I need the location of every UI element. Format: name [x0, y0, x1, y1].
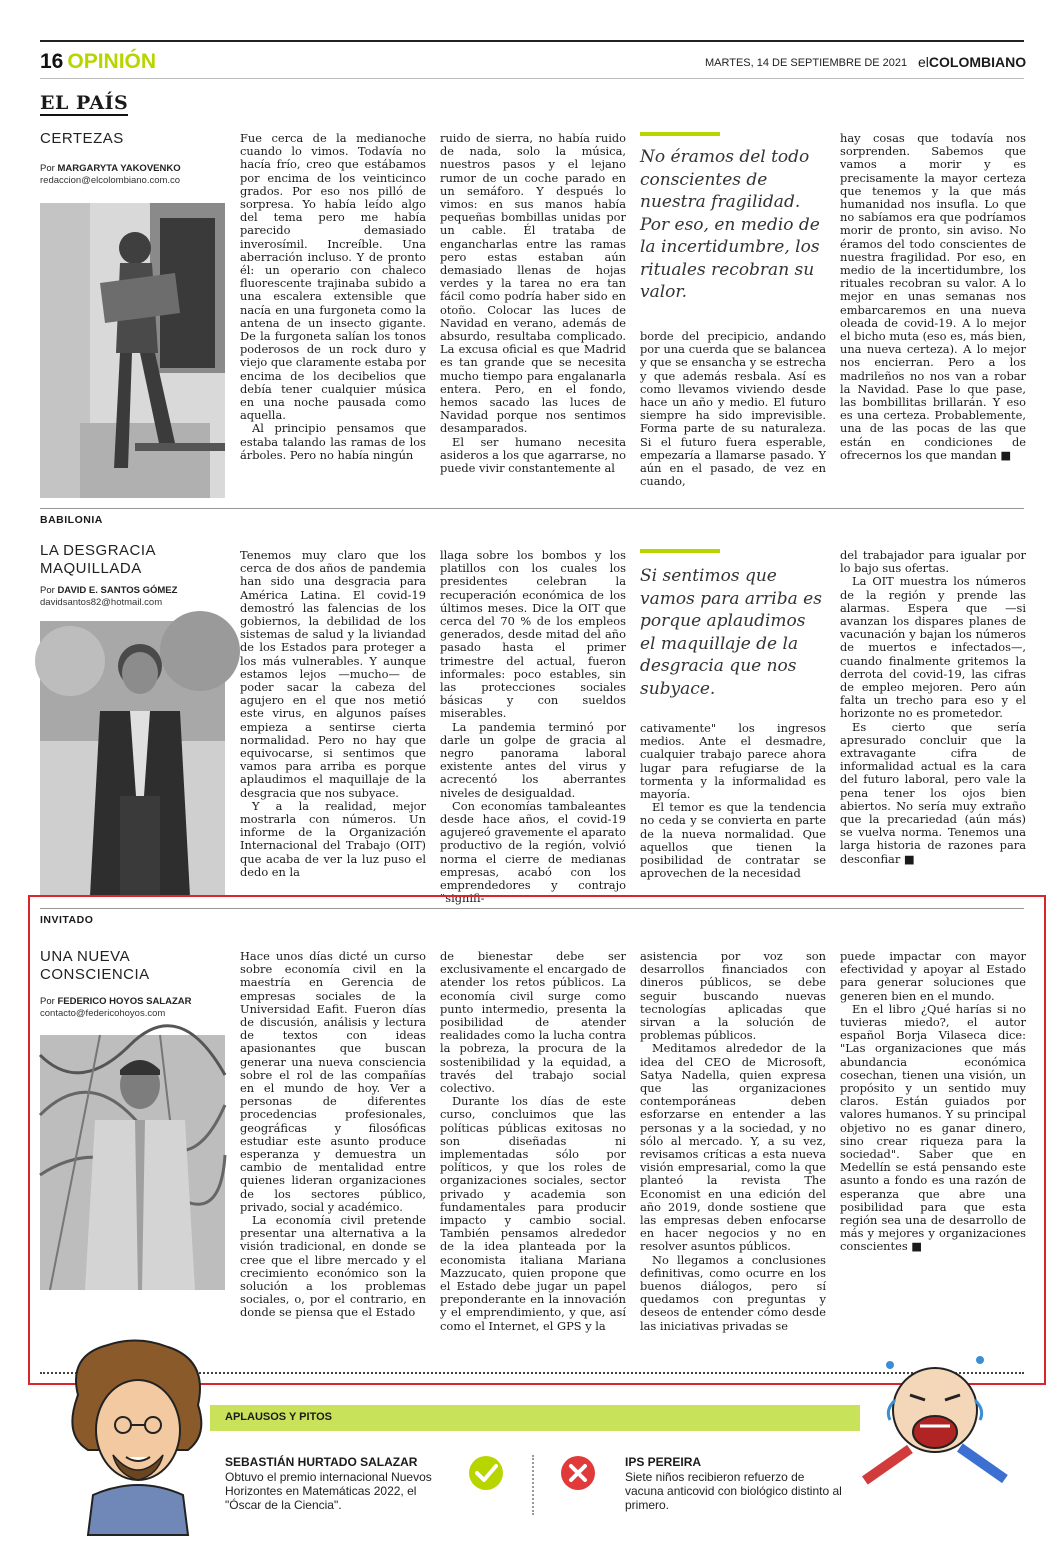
article-column-3: [640, 722, 826, 894]
paragraph: No llegamos a conclusiones definitivas, como ocurre en los buenos diálogos, pero sí quedamos con preguntas y deseos de entender cómo desde las iniciativas privadas se: [640, 1252, 826, 1333]
paragraph: de bienestar debe ser exclusivamente el encargado de atender los retos públicos. La economía civil surge como punto intermedio, presenta la posibilidad de atender realidades como la lucha contra la pobreza, la procura de la sostenibilidad y la equidad, a través del trabajo social colectivo.: [440, 949, 626, 1096]
check-icon: [468, 1455, 504, 1491]
applause-separator: [532, 1455, 534, 1515]
article-byline: Por MARGARYTA YAKOVENKO: [40, 163, 181, 174]
bronze-statue-reading-photo: [40, 203, 225, 498]
paragraph: Meditamos alrededor de la idea del CEO de Microsoft, Satya Nadella, quien expresa que las organizaciones contemporáneas deben esforzarse en entender a las personas y a la sociedad, y no sólo al mercado. Y, a su vez, revisamos críticas a esta nueva visión empresarial, como la que planteó la revista The Economist en una edición del año 2019, donde sostiene que las empresas deben enfocarse en hacer negocios y no en resolver asuntos públicos.: [640, 1041, 826, 1254]
author-portrait-photo: [40, 621, 225, 896]
paragraph: El temor es que la tendencia no ceda y se convierta en parte de la nueva normalidad. Que aquellos que tienen la posibilidad de contratar se aprovechen de la necesidad: [640, 800, 826, 881]
paragraph: El ser humano necesita asideros a los que agarrarse, no puede vivir constantemente al: [440, 434, 626, 476]
article-column-2: [440, 548, 626, 906]
header-divider: [40, 78, 1024, 79]
article-column-2: [440, 132, 626, 492]
section-kicker: BABILONIA: [40, 514, 103, 526]
paragraph: En el libro ¿Qué harías si no tuvieras miedo?, el autor español Borja Vilaseca dice: "Las organizaciones que más abundancia económica cosechan, tienen una visión, un propósito y un sentido muy claros. Están guiados por valores humanos. Y su principal objetivo no es ganar dinero, sino crear riqueza para la sociedad". Saber que en Medellín se está pensando este asunto a fondo es una razón de esperanza que abre una posibilidad para que esta región sea una de desarrollo de más y mejores y organizaciones conscientes ■: [840, 1001, 1026, 1254]
article-column-4: [840, 549, 1026, 894]
applause-name: SEBASTIÁN HURTADO SALAZAR: [225, 1455, 418, 1469]
section-divider: [40, 508, 1024, 509]
page-number: 16: [40, 50, 64, 73]
paragraph: La economía civil pretende presentar una alternativa a la visión tradicional, en donde se cree que el libre mercado y el crecimiento económico son la solución a los problemas sociales, o, por el contrario, en donde se piensa que el Estado: [240, 1213, 426, 1320]
paragraph: del trabajador para igualar por lo bajo sus ofertas.: [840, 548, 1026, 576]
paragraph: Hace unos días dicté un curso sobre economía civil en la maestría en Gerencia de empresas sociales de la Universidad Eafit. Fueron días de discusión, análisis y lectura de textos con ideas apasionantes que buscan generar una nueva consciencia sobre el rol de las compañías en el mundo de hoy. Ver a personas de diferentes procedencias profesionales, geográficas y filosóficas estudiar este asunto produce esperanza y demuestra un cambio de mentalidad entre quienes lideran organizaciones de los sectores público, privado, social y académico.: [240, 949, 426, 1214]
paragraph: Tenemos muy claro que los cerca de dos años de pandemia han sido una desgracia para América Latina. El covid-19 demostró las falencias de los gobiernos, la debilidad de los sistemas de salud y la liviandad de los Estados para proteger a los más vulnerables. Y aunque estamos lejos —mucho— de poder sacar la cabeza del agujero en el que nos metió este virus, en algunos países empieza a sentirse cierta normalidad. Pero no hay que equivocarse, si sentimos que vamos para arriba es porque aplaudimos el maquillaje de la desgracia que nos subyace.: [240, 548, 426, 800]
section-kicker: INVITADO: [40, 914, 94, 926]
applause-label: APLAUSOS Y PITOS: [225, 1411, 332, 1423]
masthead-name: COLOMBIANO: [928, 54, 1027, 70]
author-email: davidsantos82@hotmail.com: [40, 597, 163, 608]
quote-accent: [640, 132, 720, 136]
masthead-el: el: [918, 54, 929, 70]
paragraph: Fue cerca de la medianoche cuando lo vimos. Todavía no hacía frío, creo que estábamos por encima de los veinticinco grados. Por eso nos pilló de sorpresa. Yo había leído algo del tema pero me había parecido demasiado inverosímil. Increíble. Una aberración incluso. Y de pronto él: un operario con chaleco fluorescente trajinaba subido a una escalera extensible que nacía en una furgoneta como la antena de un insecto gigante. De la furgoneta salían los tonos poderosos de un rock duro y viejo que claramente estaba por encima de los decibelios que debía tener cualquier música en una noche pausada como aquella.: [240, 131, 426, 423]
pull-quote: No éramos del todo conscientes de nuestra fragilidad. Por eso, en medio de la incertidumbre, los rituales recobran su valor.: [640, 147, 820, 302]
cross-icon: [560, 1455, 596, 1491]
article-title: UNA NUEVA CONSCIENCIA: [40, 948, 150, 983]
crying-cartoon-icon: [860, 1340, 1010, 1500]
article-column-1: [240, 549, 426, 894]
paragraph: ruido de sierra, no había ruido de nada, solo la música, nuestros pasos y el lejano rumor de un coche parado en un semáforo. Y después lo vimos: en sus manos había pequeñas bombillas unidas por un cable. Él trataba de engancharlas entre las ramas pero estas estaban aún demasiado llenas de hojas verdes y la tarea no era tan fácil como podría haber sido en otoño. Colocar las luces de Navidad en verano, además de absurdo, resultaba complicado. La excusa oficial es que Madrid es tan grande que se necesita mucho tiempo para engalanarla entera. Pero, en el fondo, hemos sacado las luces de Navidad porque nos sentimos desamparados.: [440, 131, 626, 436]
author-name: FEDERICO HOYOS SALAZAR: [57, 996, 192, 1007]
paragraph: Al principio pensamos que estaba talando las ramas de los árboles. Pero no había ningún: [240, 421, 426, 462]
applause-description: Obtuvo el premio internacional Nuevos Horizontes en Matemáticas 2022, el "Óscar de la Ciencia".: [225, 1470, 432, 1512]
paragraph: puede impactar con mayor efectividad y apoyar al Estado para generar soluciones que generen bien en el mundo.: [840, 949, 1026, 1003]
paragraph: asistencia por voz son desarrollos financiados con dineros públicos, se debe seguir buscando nuevas tecnologías aplicadas que sirvan a la solución de problemas públicos.: [640, 949, 826, 1043]
pull-quote: Si sentimos que vamos para arriba es porque aplaudimos el maquillaje de la desgracia que nos subyace.: [640, 566, 822, 699]
paragraph: llaga sobre los bombos y los platillos con los cuales los presidentes celebran la recuperación económica de los últimos meses. Dice la OIT que cerca del 70 % de los empleos generados, desde mitad del año pasado hasta el primer trimestre del actual, fueron informales: poco estables, sin las protecciones sociales básicas y con sueldos miserables.: [440, 548, 626, 721]
article-column-1: [240, 950, 426, 1362]
article-column-1: [240, 132, 426, 492]
author-name: MARGARYTA YAKOVENKO: [57, 163, 181, 174]
article-title: CERTEZAS: [40, 130, 124, 147]
author-name: DAVID E. SANTOS GÓMEZ: [57, 585, 178, 596]
paragraph: La OIT muestra los números de la región y prende las alarmas. Espera que —si avanzan los dispares planes de vacunación y bajan los números de muertos e infectados—, cuando finalmente gritemos la derrota del covid-19, las cifras de empleo mejoren. Pero aún falta un trecho para eso y el horizonte no es prometedor.: [840, 574, 1026, 721]
section-name: OPINIÓN: [67, 50, 157, 73]
whistle-description: Siete niños recibieron refuerzo de vacuna anticovid con biológico distinto al primero.: [625, 1470, 842, 1512]
article-column-4: [840, 132, 1026, 492]
paragraph: hay cosas que todavía nos sorprenden. Sabemos que vamos a morir y es precisamente la mayor certeza que tenemos y la que más humanidad nos insufla. Lo que no sabíamos era que podríamos morir de pronto, sin aviso. No éramos del todo conscientes de nuestra fragilidad. Por eso, en medio de la incertidumbre, los rituales recobran su valor. A lo mejor en unas semanas nos embarcaremos en una nueva oleada de covid-19. A lo mejor el bicho muta (eso es, más bien, una nueva certeza). A lo mejor nos encierran. Pero a los madrileños no nos van a robar la Navidad. Pase lo que pase, las bombillitas brillarán. Y eso es una certeza. Probablemente, una de las pocas de las que están en condiciones de ofrecernos los que mandan ■: [840, 131, 1026, 462]
date-line: MARTES, 14 DE SEPTIEMBRE DE 2021: [705, 57, 908, 69]
top-rule: [40, 40, 1024, 42]
article-byline: Por DAVID E. SANTOS GÓMEZ: [40, 585, 178, 596]
paragraph: Durante los días de este curso, concluimos que las políticas públicas exitosas no son diseñadas ni implementadas sólo por políticos, y que los roles de organizaciones sociales, sector privado y academia son fundamentales para producir impacto y cambio social. También pensamos alrededor de la idea planteada por la economista italiana Mariana Mazzucato, quien propone que el Estado debe jugar un papel preponderante en la innovación y el emprendimiento, y que, así como el Internet, el GPS y la: [440, 1094, 626, 1333]
article-title: LA DESGRACIA MAQUILLADA: [40, 542, 156, 577]
author-portrait-photo: [40, 1035, 225, 1290]
section-divider: [40, 908, 1024, 909]
author-email: redaccion@elcolombiano.com.co: [40, 175, 181, 186]
page-header: [40, 50, 156, 74]
article-column-3: [640, 950, 826, 1362]
masthead-logo: [918, 54, 1026, 70]
paragraph: La pandemia terminó por darle un golpe de gracia al negro panorama laboral existente antes del virus y acrecentó los aberrantes niveles de desigualdad.: [440, 719, 626, 800]
author-email: contacto@federicohoyos.com: [40, 1008, 166, 1019]
paragraph: Es cierto que sería apresurado concluir que la extravagante cifra de informalidad actual es la cara del futuro laboral, pero vale la pena tener los ojos bien abiertos. No sería muy extraño que la precariedad (aún más) se vuelva norma. Tenemos una larga historia de razones para desconfiar ■: [840, 719, 1026, 866]
paragraph: Y a la realidad, mejor mostrarla con números. Un informe de la Organización Internacional del Trabajo (OIT) que acaba de ver la luz puso el dedo en la: [240, 798, 426, 879]
source-logo: EL PAÍS: [40, 92, 129, 114]
paragraph: cativamente" los ingresos medios. Ante el desmadre, cualquier trabajo parece ahora lugar para refugiarse de la tormenta y la informalidad es mayoría.: [640, 721, 826, 802]
whistle-name: IPS PEREIRA: [625, 1455, 702, 1469]
article-column-3: [640, 330, 826, 492]
quote-accent: [640, 549, 720, 553]
paragraph: Con economías tambaleantes desde hace años, el covid-19 agujereó gravemente el aparato productivo de la región, volvió norma el cierre de medianas empresas, acabó con los emprendedores y contrajo "signifi-: [440, 798, 626, 906]
article-byline: Por FEDERICO HOYOS SALAZAR: [40, 996, 192, 1007]
article-column-2: [440, 950, 626, 1362]
paragraph: borde del precipicio, andando por una cuerda que se balancea y que se ensancha y se estrecha y que además resbala. Así es como llevamos viviendo desde hace un año y medio. El futuro siempre ha sido imprevisible. Forma parte de su naturaleza. Si el futuro fuera esperable, empezaría a llamarse pasado. Y aún en el pasado, de vez en cuando,: [640, 329, 826, 489]
caricature-man-icon: [58, 1335, 218, 1535]
article-column-4: [840, 950, 1026, 1362]
